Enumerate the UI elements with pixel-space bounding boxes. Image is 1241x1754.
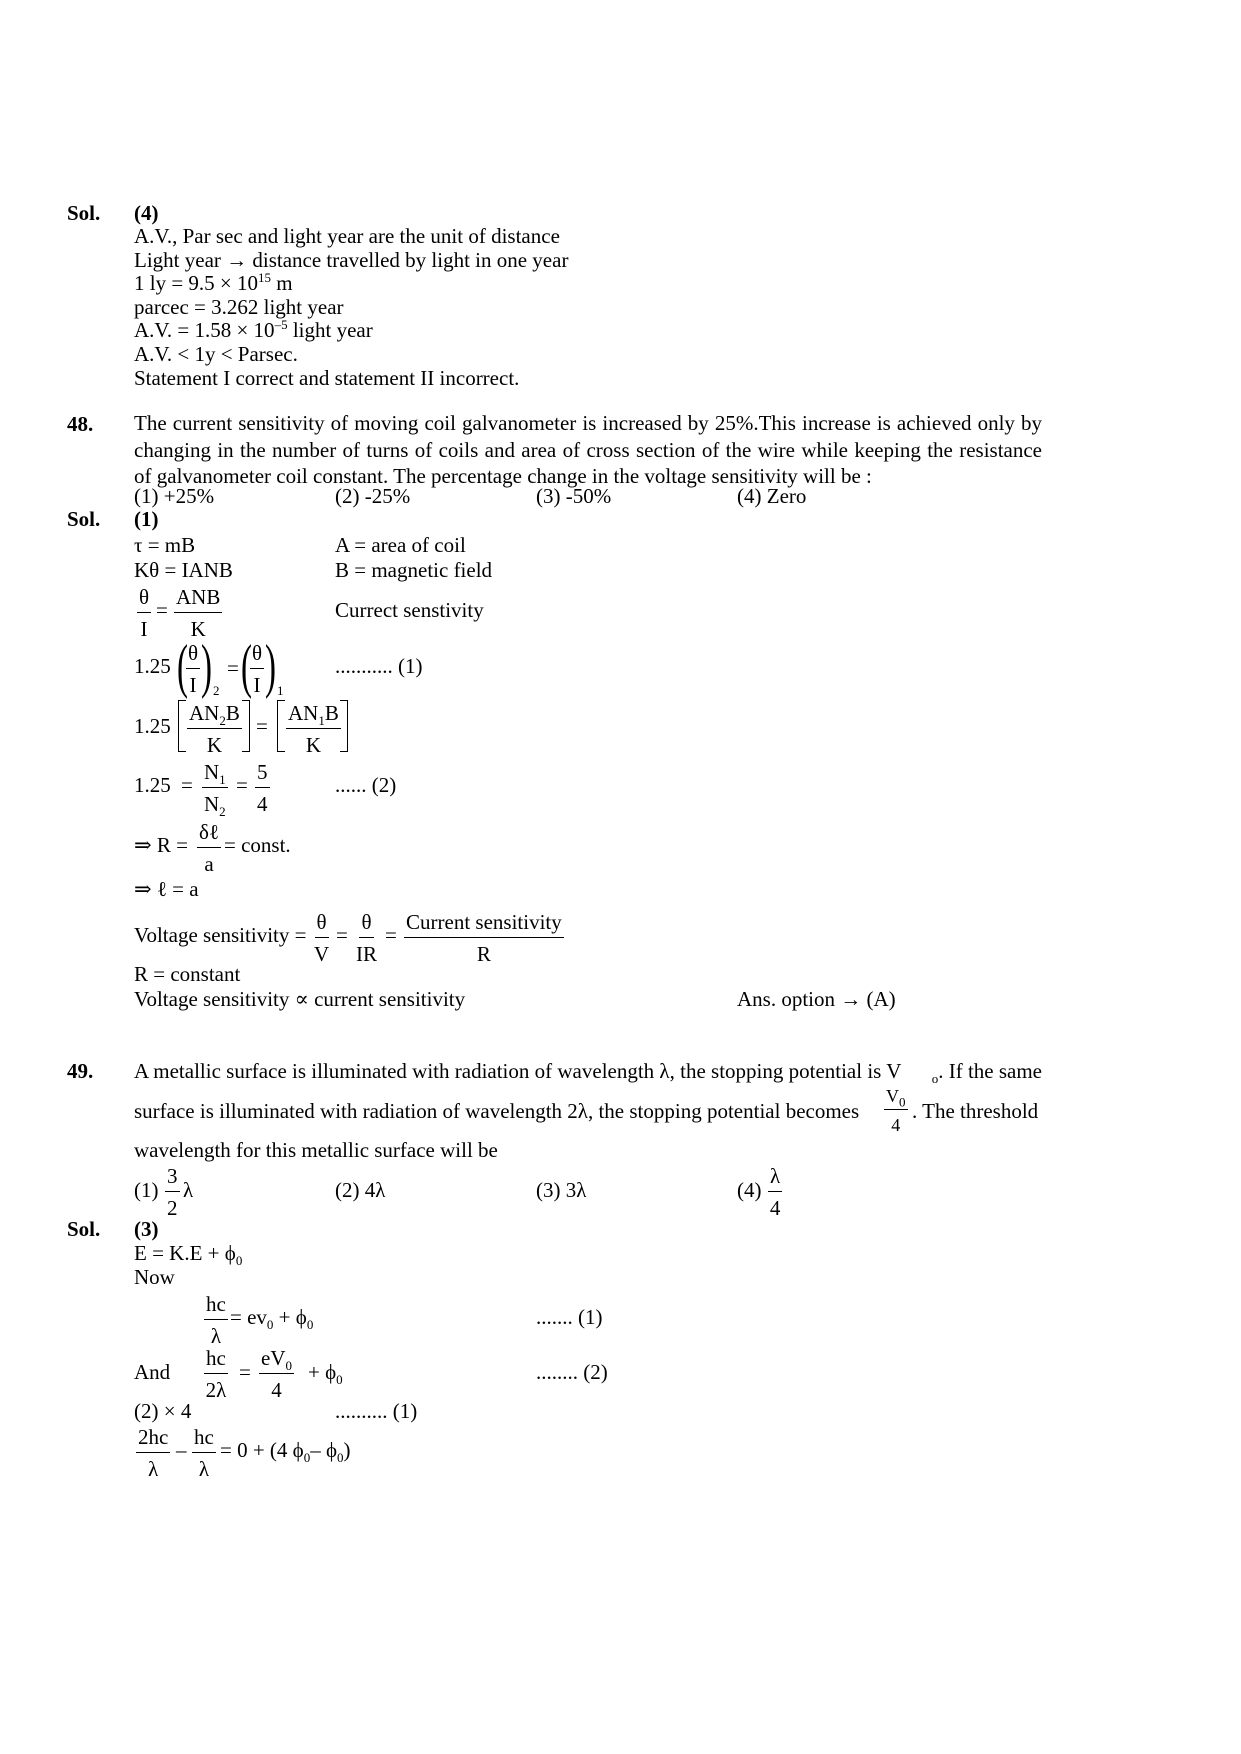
minus: – (176, 1438, 187, 1462)
fraction: $\frac{3}{2}$ (167, 1164, 178, 1220)
answer-option: Ans. option → (A) (737, 987, 896, 1011)
paren: ) (265, 633, 276, 699)
question-number: 48. (67, 412, 94, 436)
fraction: $\frac{hc}{\lambda}$ (194, 1425, 214, 1481)
sol-answer: (3) (134, 1217, 159, 1241)
sol-line: A.V., Par sec and light year are the unit of distance (134, 224, 560, 248)
equation: And (134, 1360, 171, 1384)
sol-label: Sol. (67, 507, 101, 531)
equals: = (385, 923, 397, 947)
subscript: 2 (213, 683, 220, 698)
equation: Kθ = IANB (134, 558, 233, 582)
equals: = (181, 773, 193, 797)
question-line: A metallic surface is illuminated with radiation of wavelength λ, the stopping potential is V $_o$. If the same (134, 1059, 1042, 1087)
fraction: δℓ a (199, 820, 219, 876)
equals: = (236, 773, 248, 797)
equation: ⇒ R = (134, 833, 188, 857)
sol-line: parcec = 3.262 light year (134, 295, 344, 319)
question-line: . The threshold (912, 1099, 1039, 1123)
question-number: 49. (67, 1059, 94, 1083)
option: (2) 4λ (335, 1178, 386, 1202)
option: (1) +25% (134, 484, 215, 508)
equals: = (156, 598, 168, 622)
equation: Now (134, 1265, 175, 1289)
sol-label: Sol. (67, 1217, 101, 1241)
question-line: surface is illuminated with radiation of wavelength 2λ, the stopping potential becomes (134, 1099, 860, 1123)
equation: (2) × 4 (134, 1399, 192, 1423)
fraction: $\frac{2hc}{\lambda}$ (138, 1425, 169, 1481)
option: (4) (737, 1178, 762, 1202)
note: B = magnetic field (335, 558, 493, 582)
bracket (340, 700, 348, 752)
fraction: $\frac{hc}{\lambda}$ (206, 1292, 226, 1348)
question-text: The current sensitivity of moving coil galvanometer is increased by 25%.This increase is achieved only by changing in the number of turns of coils and area of cross section of the wire while keeping the resistance of galvanometer coil constant. The percentage change in the voltage sensitivity will be : (134, 411, 1042, 488)
sol-line: A.V. < 1y < Parsec. (134, 342, 298, 366)
equation-ref: ........... (1) (335, 654, 423, 678)
equation: Voltage sensitivity = (134, 923, 307, 947)
equation: ⇒ ℓ = a (134, 877, 199, 901)
fraction: $\frac{\lambda}{4}$ (769, 1164, 781, 1220)
paren: ( (177, 633, 188, 699)
equals: = (239, 1360, 251, 1384)
sol-line: A.V. = $1.58 \times 10^{-5}$ light year (134, 317, 373, 342)
bracket (178, 700, 186, 752)
fraction: $\frac{\theta}{V}$ (314, 910, 330, 966)
fraction: $\frac{\theta}{IR}$ (356, 910, 377, 966)
equation-ref: ...... (2) (335, 773, 397, 797)
fraction: $\frac{AN_1B}{K}$ (288, 701, 339, 757)
equation: = 0 + (4 $\phi_0-$ $\phi_0$) (220, 1438, 351, 1466)
fraction: $\frac{eV_0}{4}$ (261, 1346, 292, 1402)
option: (2) -25% (335, 484, 411, 508)
coefficient: 1.25 (134, 714, 171, 738)
equation: = const. (224, 833, 291, 857)
sol-answer: (4) (134, 201, 159, 225)
equals: = (336, 923, 348, 947)
fraction: $\frac{\theta}{I}$ (188, 641, 199, 697)
coefficient: 1.25 (134, 773, 171, 797)
equation: Voltage sensitivity ∝ current sensitivity (134, 987, 466, 1011)
question-line: wavelength for this metallic surface will be (134, 1138, 498, 1162)
fraction: $\frac{AN_2B}{K}$ (189, 701, 240, 757)
option: λ (183, 1178, 194, 1202)
fraction: $\frac{hc}{2\lambda}$ (205, 1346, 227, 1402)
sol-answer: (1) (134, 507, 159, 531)
option: (4) Zero (737, 484, 807, 508)
sol-line: Statement I correct and statement II incorrect. (134, 366, 520, 390)
paren: ( (241, 633, 252, 699)
equation: + $\phi_0$ (308, 1360, 343, 1388)
option: (3) -50% (536, 484, 612, 508)
note: A = area of coil (335, 533, 466, 557)
equation: R = constant (134, 962, 241, 986)
note: Currect senstivity (335, 598, 484, 622)
fraction: $\frac{V_0}{4}$ (886, 1086, 906, 1135)
coefficient: 1.25 (134, 654, 171, 678)
fraction: ANB K (176, 585, 221, 641)
equation: $E = K.E + \phi_0$ (134, 1241, 243, 1269)
option: (3) 3λ (536, 1178, 587, 1202)
equation: = $ev_0 + \phi_0$ (230, 1305, 314, 1333)
sol-label: Sol. (67, 201, 101, 225)
sol-line: 1 ly = $9.5 \times 10^{15}$ m (134, 270, 293, 295)
paren: ) (201, 633, 212, 699)
fraction: $\frac{5}{4}$ (257, 760, 268, 816)
fraction: $\frac{N_1}{N_2}$ (204, 760, 226, 820)
bracket (242, 700, 250, 752)
option: (1) (134, 1178, 159, 1202)
equation: τ = mB (134, 533, 196, 557)
subscript: 1 (277, 683, 284, 698)
fraction: Current sensitivity R (406, 910, 562, 966)
sol-line: Light year → distance travelled by light in one year (134, 248, 569, 272)
bracket (277, 700, 285, 752)
equation-ref: ....... (1) (536, 1305, 603, 1329)
equals: = (227, 656, 239, 680)
equation-ref: ........ (2) (536, 1360, 608, 1384)
equation-ref: .......... (1) (335, 1399, 418, 1423)
fraction: $\frac{\theta}{I}$ (252, 641, 263, 697)
equals: = (256, 714, 268, 738)
fraction: $\frac{\theta}{I}$ (139, 585, 150, 641)
